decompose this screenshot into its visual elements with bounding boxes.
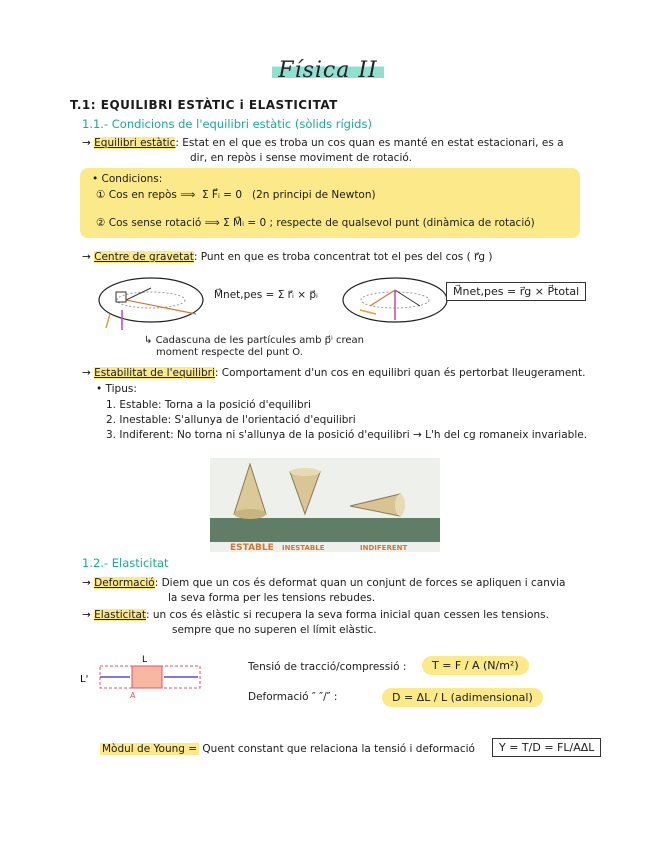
term-stability: Estabilitat de l'equilibri [94, 367, 215, 379]
svg-text:L: L [142, 655, 148, 665]
elasticity-definition: → Elasticitat: un cos és elàstic si recupera la seva forma inicial quan cessen les tensions. [82, 609, 549, 621]
condition-1: ① Cos en repòs ⟹ Σ F⃗ᵢ = 0 (2n principi de Newton) [96, 189, 376, 201]
type-indifferent: 3. Indiferent: No torna ni s'allunya de la posició d'equilibri → L'h del cg romaneix invariable. [106, 429, 588, 441]
subsection-heading: 1.1.- Condicions de l'equilibri estàtic (sòlids rígids) [82, 117, 372, 131]
term-elasticity: Elasticitat [94, 609, 146, 621]
equilibrium-definition-cont: dir, en repòs i sense moviment de rotació. [190, 152, 412, 164]
stability-definition: → Estabilitat de l'equilibri: Comportament d'un cos en equilibri quan és pertorbat lleugerament. [82, 367, 586, 379]
net-moment-box: M⃗net,pes = r⃗g × P⃗total [446, 282, 586, 301]
particles-note-cont: moment respecte del punt O. [156, 347, 303, 358]
section-heading: T.1: EQUILIBRI ESTÀTIC i ELASTICITAT [70, 98, 338, 112]
rigid-body-diagram-right [340, 270, 450, 336]
particles-note: ↳ Cadascuna de les partícules amb p⃗ⁱ crean [144, 335, 364, 346]
deformation-formula: D = ΔL / L (adimensional) [382, 688, 543, 707]
svg-text:A: A [130, 691, 136, 700]
rigid-body-diagram-left [96, 270, 206, 336]
type-unstable: 2. Inestable: S'allunya de l'orientació d'equilibri [106, 414, 356, 426]
elasticity-definition-cont: sempre que no superen el límit elàstic. [172, 624, 377, 636]
term-young-modulus: Mòdul de Young = [102, 743, 198, 755]
type-stable: 1. Estable: Torna a la posició d'equilibri [106, 399, 311, 411]
term-deformation: Deformació [94, 577, 155, 589]
tension-label: Tensió de tracció/compressió : [248, 661, 407, 673]
center-gravity-definition: → Centre de gravetat: Punt en que es troba concentrat tot el pes del cos ( r⃗g ) [82, 251, 493, 263]
label-indifferent: INDIFERENT [360, 544, 408, 552]
types-label: • Tipus: [96, 383, 137, 395]
moment-formula: M⃗net,pes = Σ r⃗ᵢ × p⃗ᵢ [214, 289, 318, 301]
deformation-definition-cont: la seva forma per les tensions rebudes. [168, 592, 376, 604]
page-title: Física II [0, 58, 656, 83]
equilibrium-definition: → Equilibri estàtic: Estat en el que es troba un cos quan es manté en estat estacionari, es a [82, 137, 564, 149]
stability-cones-illustration [210, 458, 440, 552]
subsection-heading-2: 1.2.- Elasticitat [82, 556, 169, 570]
deformation-definition: → Deformació: Diem que un cos és deformat quan un conjunt de forces se apliquen i canvia [82, 577, 566, 589]
tension-bar-diagram [80, 652, 210, 700]
conditions-label: • Condicions: [92, 173, 163, 185]
label-stable: ESTABLE [230, 543, 274, 552]
svg-text:L': L' [80, 674, 89, 685]
young-modulus-definition: Mòdul de Young = Quent constant que relaciona la tensió i deformació [102, 743, 475, 755]
term-equilibrium: Equilibri estàtic [94, 137, 176, 149]
term-center-gravity: Centre de gravetat [94, 251, 194, 263]
deformation-label: Deformació ″ ″/″ : [248, 691, 338, 703]
tension-formula: T = F / A (N/m²) [422, 656, 529, 675]
young-formula-box: Y = T/D = FL/AΔL [492, 738, 601, 757]
condition-2: ② Cos sense rotació ⟹ Σ M⃗ᵢ = 0 ; respecte de qualsevol punt (dinàmica de rotació) [96, 217, 535, 229]
label-unstable: INESTABLE [282, 544, 325, 552]
